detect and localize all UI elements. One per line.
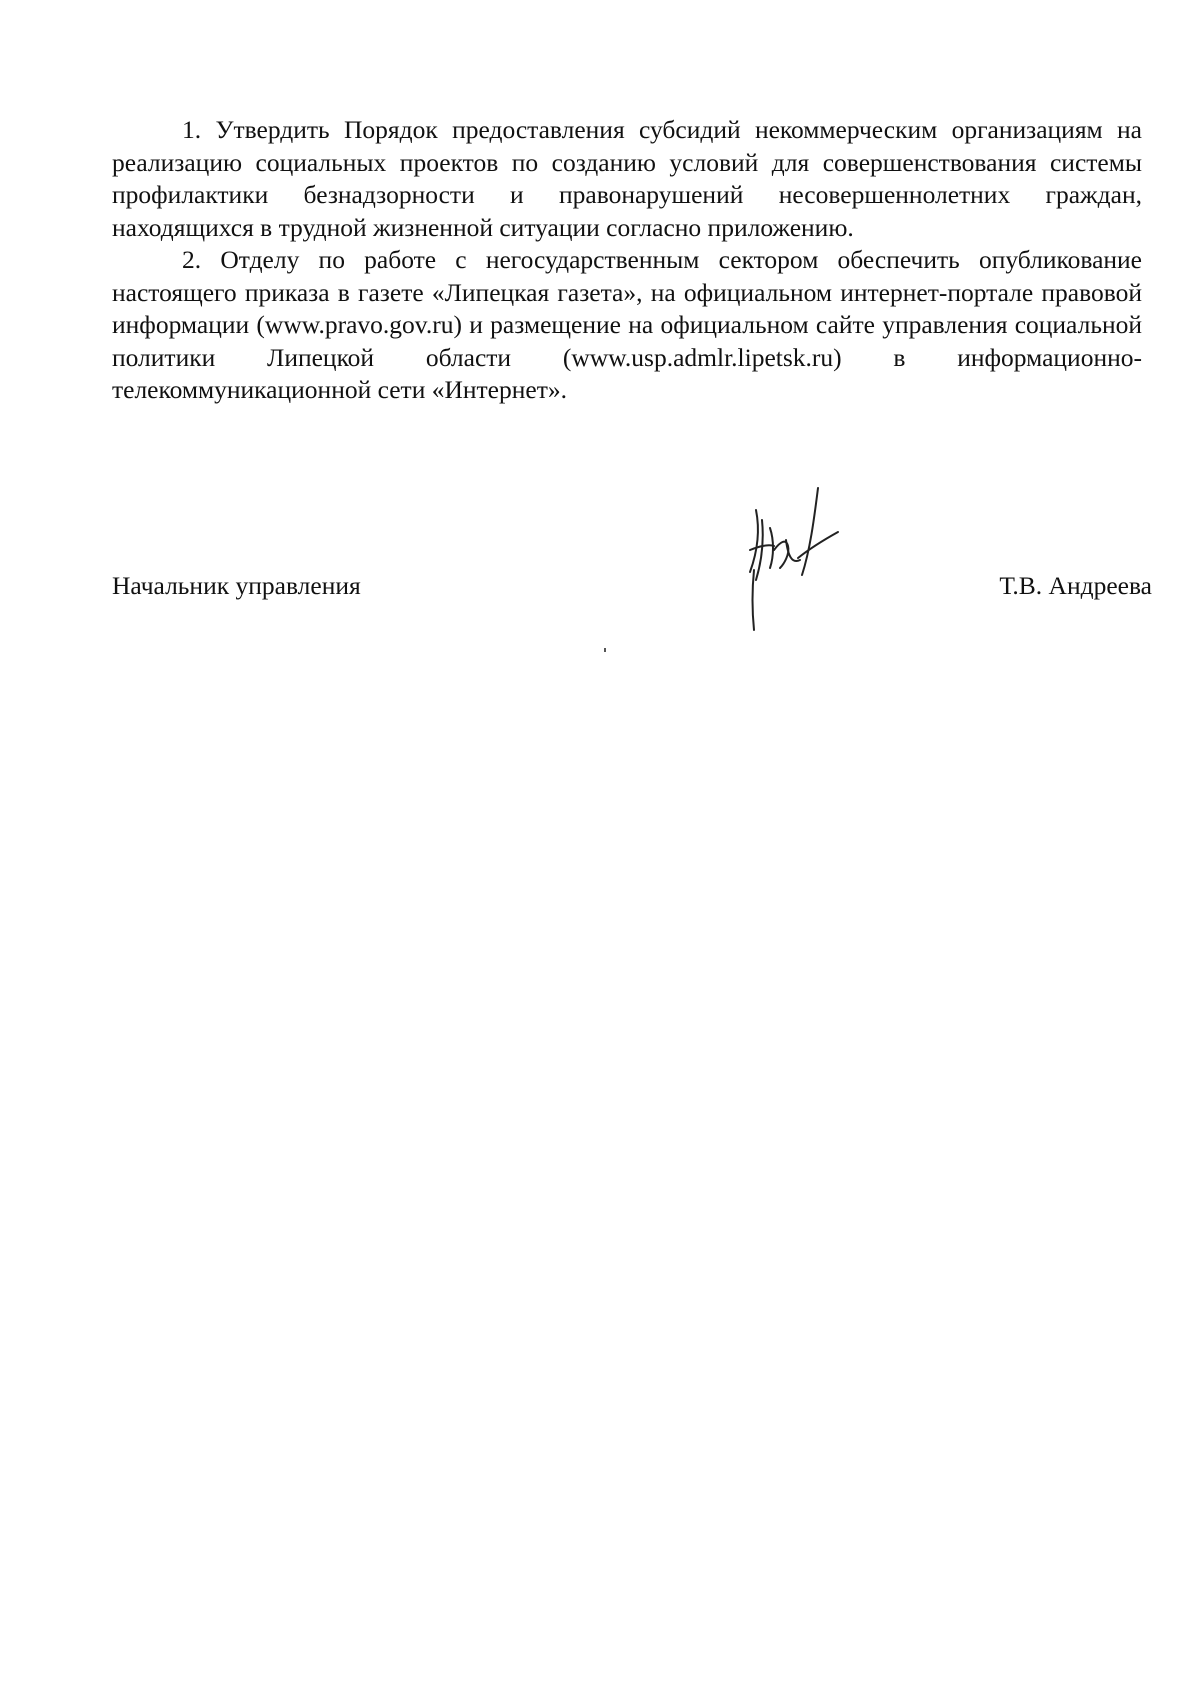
scan-speck	[604, 648, 606, 652]
signatory-name: Т.В. Андреева	[999, 571, 1152, 600]
paragraph-1: 1. Утвердить Порядок предоставления субсидий некоммерческим организациям на реализацию социальных проектов по созданию условий для совершенствования системы профилактики безнадзорности и правонарушений несовершеннолетних граждан, находящихся в трудной жизненной ситуации согласно приложению.	[112, 115, 1142, 242]
signatory-title: Начальник управления	[112, 571, 361, 600]
document-body	[112, 114, 1142, 407]
handwritten-signature	[740, 480, 850, 650]
paragraph-2: 2. Отделу по работе с негосударственным сектором обеспечить опубликование настоящего приказа в газете «Липецкая газета», на официальном интернет-портале правовой информации (www.pravo.gov.ru) и размещение на официальном сайте управления социальной политики Липецкой области (www.usp.admlr.lipetsk.ru) в информационно-телекоммуникационной сети «Интернет».	[112, 245, 1142, 404]
signature-block	[112, 555, 1152, 600]
